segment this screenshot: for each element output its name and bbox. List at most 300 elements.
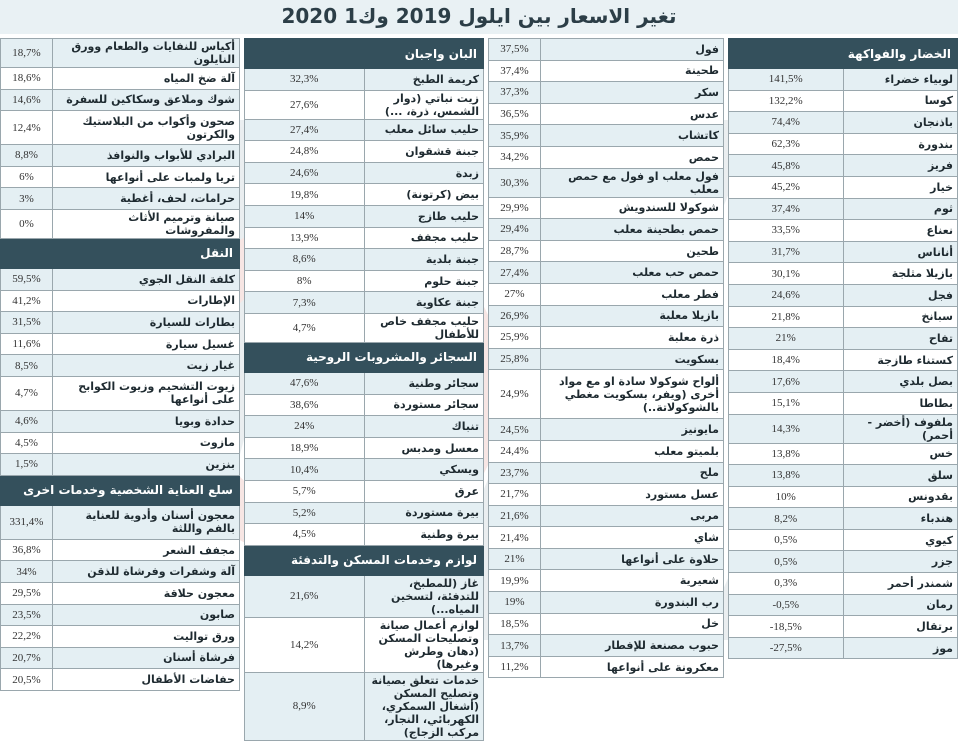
item-name: مازوت — [53, 432, 240, 454]
item-change-percent: 6% — [1, 166, 53, 188]
table-row — [489, 505, 724, 527]
item-name: بسكويت — [541, 348, 724, 370]
table-row — [489, 370, 724, 419]
table-row — [729, 508, 958, 530]
item-change-percent: 33,5% — [729, 220, 844, 242]
item-change-percent: 30,1% — [729, 263, 844, 285]
item-name: فجل — [843, 284, 958, 306]
item-name: الإطارات — [53, 290, 240, 312]
item-name: بنزين — [53, 454, 240, 476]
item-name: حليب مجفف خاص للأطفال — [364, 313, 484, 342]
item-name: آلة ضخ المياه — [53, 68, 240, 90]
item-name: حفاضات الأطفال — [53, 669, 240, 691]
table-row — [1, 312, 240, 334]
table-row — [729, 284, 958, 306]
item-name: حليب مجفف — [364, 227, 484, 249]
item-name: فريز — [843, 155, 958, 177]
table-row — [489, 146, 724, 168]
table-row — [245, 437, 484, 459]
item-change-percent: 21% — [489, 548, 541, 570]
table-row — [729, 155, 958, 177]
item-change-percent: 23,7% — [489, 462, 541, 484]
item-change-percent: 24% — [245, 416, 365, 438]
title-bar — [0, 0, 958, 34]
item-change-percent: 36,5% — [489, 103, 541, 125]
item-name: خس — [843, 443, 958, 465]
item-name: البرادي للأبواب والنوافذ — [53, 145, 240, 167]
table-row — [729, 220, 958, 242]
table-row — [1, 209, 240, 238]
item-change-percent: 21,8% — [729, 306, 844, 328]
item-name: صحون وأكواب من البلاستيك والكرتون — [53, 111, 240, 145]
table-row — [489, 440, 724, 462]
item-name: بصل بلدي — [843, 371, 958, 393]
item-change-percent: 35,9% — [489, 125, 541, 147]
item-name: مجفف الشعر — [53, 539, 240, 561]
item-change-percent: 19% — [489, 592, 541, 614]
table-row — [1, 626, 240, 648]
item-name: رمان — [843, 594, 958, 616]
table-row — [489, 283, 724, 305]
table-row — [489, 219, 724, 241]
item-name: معكرونة على أنواعها — [541, 656, 724, 678]
item-change-percent: 27% — [489, 283, 541, 305]
item-name: فول معلب او فول مع حمص معلب — [541, 168, 724, 197]
item-name: تفاح — [843, 328, 958, 350]
item-change-percent: 3% — [1, 188, 53, 210]
item-name: بقدونس — [843, 486, 958, 508]
item-name: شوكولا للسندويش — [541, 197, 724, 219]
item-name: سجائر وطنية — [364, 372, 484, 394]
table-row — [245, 502, 484, 524]
item-name: رب البندورة — [541, 592, 724, 614]
table-row — [245, 480, 484, 502]
item-name: بندورة — [843, 133, 958, 155]
table-row — [729, 133, 958, 155]
item-change-percent: 15,1% — [729, 392, 844, 414]
item-change-percent: 13,8% — [729, 443, 844, 465]
table-row — [489, 548, 724, 570]
table-row — [729, 392, 958, 414]
item-name: حليب سائل معلب — [364, 119, 484, 141]
item-change-percent: 24,5% — [489, 419, 541, 441]
table-row — [729, 573, 958, 595]
table-row — [729, 198, 958, 220]
item-change-percent: 14% — [245, 205, 365, 227]
item-name: زيوت التشحيم وزيوت الكوابح على أنواعها — [53, 376, 240, 410]
table-row — [1, 39, 240, 68]
item-name: فول — [541, 39, 724, 61]
item-change-percent: 28,7% — [489, 240, 541, 262]
item-name: نعناع — [843, 220, 958, 242]
table-row — [1, 539, 240, 561]
column-dairy-tobacco-housing — [244, 38, 484, 741]
item-change-percent: 5,2% — [245, 502, 365, 524]
item-change-percent: 4,5% — [245, 524, 365, 546]
item-name: سجائر مستوردة — [364, 394, 484, 416]
item-change-percent: 27,6% — [245, 90, 365, 119]
table-row — [245, 249, 484, 271]
item-change-percent: 1,5% — [1, 454, 53, 476]
table-row — [729, 371, 958, 393]
table-row — [729, 529, 958, 551]
table-row — [489, 82, 724, 104]
item-change-percent: 21% — [729, 328, 844, 350]
item-change-percent: 21,4% — [489, 527, 541, 549]
item-change-percent: 8% — [245, 270, 365, 292]
item-name: زبدة — [364, 162, 484, 184]
table-row — [729, 637, 958, 659]
item-name: ذرة معلبة — [541, 327, 724, 349]
item-change-percent: 5,7% — [245, 480, 365, 502]
item-name: جزر — [843, 551, 958, 573]
item-name: بطاطا — [843, 392, 958, 414]
table-row — [245, 184, 484, 206]
item-change-percent: 31,7% — [729, 241, 844, 263]
table-row — [245, 205, 484, 227]
item-change-percent: 21,6% — [489, 505, 541, 527]
table-row — [729, 594, 958, 616]
item-change-percent: 8,8% — [1, 145, 53, 167]
item-change-percent: 37,5% — [489, 39, 541, 61]
table-row — [489, 39, 724, 61]
section-header — [1, 238, 240, 268]
item-change-percent: 17,6% — [729, 371, 844, 393]
item-name: جبنة حلوم — [364, 270, 484, 292]
table-row — [1, 89, 240, 111]
item-change-percent: 45,2% — [729, 176, 844, 198]
item-change-percent: 4,5% — [1, 432, 53, 454]
item-name: حمص بطحينة معلب — [541, 219, 724, 241]
item-change-percent: 24,4% — [489, 440, 541, 462]
item-change-percent: 38,6% — [245, 394, 365, 416]
section-title: النقل — [1, 238, 240, 268]
item-name: معجون حلاقة — [53, 582, 240, 604]
item-name: تريا ولمبات على أنواعها — [53, 166, 240, 188]
item-name: شمندر أحمر — [843, 573, 958, 595]
item-change-percent: 4,6% — [1, 410, 53, 432]
item-name: غسيل سيارة — [53, 333, 240, 355]
item-name: حمص — [541, 146, 724, 168]
table-row — [1, 333, 240, 355]
table-row — [729, 443, 958, 465]
table-row — [245, 372, 484, 394]
item-name: حرامات، لحف، أغطية — [53, 188, 240, 210]
item-name: بيرة مستوردة — [364, 502, 484, 524]
table-row — [489, 592, 724, 614]
table-row — [1, 432, 240, 454]
item-change-percent: 10% — [729, 486, 844, 508]
item-change-percent: 4,7% — [245, 313, 365, 342]
item-change-percent: 18,5% — [489, 613, 541, 635]
item-name: حدادة وبويا — [53, 410, 240, 432]
table-row — [1, 647, 240, 669]
item-change-percent: 34,2% — [489, 146, 541, 168]
item-name: موز — [843, 637, 958, 659]
table-row — [245, 90, 484, 119]
item-change-percent: 27,4% — [245, 119, 365, 141]
table-row — [489, 484, 724, 506]
table-row — [1, 669, 240, 691]
item-name: معجون أسنان وأدوية للعناية بالفم واللثة — [53, 505, 240, 539]
item-change-percent: -0,5% — [729, 594, 844, 616]
item-change-percent: 21,6% — [245, 575, 365, 617]
table-row — [245, 119, 484, 141]
item-name: بازيلا معلبة — [541, 305, 724, 327]
page-title: تغير الاسعار بين ايلول 2019 وك1 2020 — [281, 4, 677, 28]
item-name: شاي — [541, 527, 724, 549]
section-header — [245, 342, 484, 372]
item-change-percent: 32,3% — [245, 69, 365, 91]
item-change-percent: 62,3% — [729, 133, 844, 155]
section-title: البان واجبان — [245, 39, 484, 69]
item-name: عدس — [541, 103, 724, 125]
item-change-percent: 8,9% — [245, 672, 365, 740]
item-name: طحين — [541, 240, 724, 262]
table-row — [729, 112, 958, 134]
item-name: سكر — [541, 82, 724, 104]
item-name: برتقال — [843, 616, 958, 638]
item-name: ثوم — [843, 198, 958, 220]
price-table — [244, 38, 484, 741]
item-change-percent: 24,6% — [729, 284, 844, 306]
item-change-percent: 30,3% — [489, 168, 541, 197]
item-name: بلميتو معلب — [541, 440, 724, 462]
table-row — [245, 459, 484, 481]
table-row — [1, 355, 240, 377]
item-name: حمص حب معلب — [541, 262, 724, 284]
item-change-percent: 45,8% — [729, 155, 844, 177]
item-change-percent: 29,9% — [489, 197, 541, 219]
item-name: باذنجان — [843, 112, 958, 134]
price-table — [728, 38, 958, 659]
item-name: لوازم أعمال صيانة وتصليحات المسكن (دهان وطرش وغيرها) — [364, 617, 484, 672]
table-row — [489, 348, 724, 370]
item-change-percent: 37,3% — [489, 82, 541, 104]
item-name: جبنة بلدية — [364, 249, 484, 271]
item-name: صابون — [53, 604, 240, 626]
item-change-percent: 14,6% — [1, 89, 53, 111]
item-change-percent: 36,8% — [1, 539, 53, 561]
item-name: طحينة — [541, 60, 724, 82]
column-groceries — [488, 38, 724, 678]
item-change-percent: 41,2% — [1, 290, 53, 312]
table-row — [245, 575, 484, 617]
item-change-percent: 19,9% — [489, 570, 541, 592]
item-name: صيانة وترميم الأثاث والمفروشات — [53, 209, 240, 238]
item-change-percent: 59,5% — [1, 268, 53, 290]
table-row — [245, 227, 484, 249]
section-title: سلع العناية الشخصية وخدمات اخرى — [1, 475, 240, 505]
item-change-percent: 8,6% — [245, 249, 365, 271]
item-name: بازيلا مثلجة — [843, 263, 958, 285]
price-table — [0, 38, 240, 691]
item-change-percent: 26,9% — [489, 305, 541, 327]
item-change-percent: -18,5% — [729, 616, 844, 638]
item-change-percent: 27,4% — [489, 262, 541, 284]
item-name: كيوي — [843, 529, 958, 551]
item-name: غاز (للمطبخ، للتدفئة، لتسخين المياه...) — [364, 575, 484, 617]
item-name: خيار — [843, 176, 958, 198]
table-row — [245, 416, 484, 438]
section-title: الخضار والفواكهة — [729, 39, 958, 69]
item-name: كوسا — [843, 90, 958, 112]
item-change-percent: 21,7% — [489, 484, 541, 506]
item-name: شوك وملاعق وسكاكين للسفرة — [53, 89, 240, 111]
table-row — [1, 410, 240, 432]
item-name: كلفة النقل الجوي — [53, 268, 240, 290]
item-change-percent: 11,6% — [1, 333, 53, 355]
item-name: أكياس للنفايات والطعام وورق النايلون — [53, 39, 240, 68]
item-change-percent: 13,7% — [489, 635, 541, 657]
item-change-percent: 24,6% — [245, 162, 365, 184]
item-change-percent: 0,5% — [729, 551, 844, 573]
item-change-percent: 18,9% — [245, 437, 365, 459]
table-row — [1, 166, 240, 188]
item-name: حبوب مصنعة للإفطار — [541, 635, 724, 657]
item-name: فرشاة أسنان — [53, 647, 240, 669]
item-change-percent: 25,8% — [489, 348, 541, 370]
item-change-percent: 25,9% — [489, 327, 541, 349]
item-change-percent: 141,5% — [729, 69, 844, 91]
section-header — [245, 39, 484, 69]
item-change-percent: 31,5% — [1, 312, 53, 334]
column-household-transport-personal — [0, 38, 240, 691]
table-row — [1, 376, 240, 410]
item-change-percent: 37,4% — [729, 198, 844, 220]
section-header — [729, 39, 958, 69]
table-row — [1, 111, 240, 145]
item-change-percent: 18,6% — [1, 68, 53, 90]
table-row — [1, 188, 240, 210]
item-name: معسل ومدبس — [364, 437, 484, 459]
item-change-percent: 132,2% — [729, 90, 844, 112]
item-name: شعيرية — [541, 570, 724, 592]
table-row — [729, 414, 958, 443]
table-row — [729, 241, 958, 263]
table-row — [729, 306, 958, 328]
item-change-percent: 0% — [1, 209, 53, 238]
column-vegetables-fruits — [728, 38, 958, 659]
item-name: ورق تواليت — [53, 626, 240, 648]
table-row — [489, 262, 724, 284]
table-row — [1, 68, 240, 90]
table-row — [729, 328, 958, 350]
item-change-percent: 7,3% — [245, 292, 365, 314]
table-row — [245, 672, 484, 740]
item-change-percent: 47,6% — [245, 372, 365, 394]
item-name: بيرة وطنية — [364, 524, 484, 546]
item-name: كريمة الطبخ — [364, 69, 484, 91]
item-change-percent: 19,8% — [245, 184, 365, 206]
item-name: تنباك — [364, 416, 484, 438]
table-row — [245, 270, 484, 292]
item-change-percent: 29,4% — [489, 219, 541, 241]
item-change-percent: 29,5% — [1, 582, 53, 604]
table-row — [1, 454, 240, 476]
item-name: عسل مستورد — [541, 484, 724, 506]
table-row — [729, 486, 958, 508]
item-change-percent: 74,4% — [729, 112, 844, 134]
table-row — [729, 176, 958, 198]
item-change-percent: 34% — [1, 561, 53, 583]
table-row — [729, 349, 958, 371]
table-row — [245, 141, 484, 163]
item-change-percent: 24,8% — [245, 141, 365, 163]
table-row — [489, 462, 724, 484]
item-change-percent: 0,5% — [729, 529, 844, 551]
item-name: كستناء طازجة — [843, 349, 958, 371]
table-row — [489, 103, 724, 125]
item-change-percent: 4,7% — [1, 376, 53, 410]
section-header — [245, 545, 484, 575]
section-title: السجائر والمشروبات الروحية — [245, 342, 484, 372]
item-name: سلق — [843, 465, 958, 487]
item-change-percent: 331,4% — [1, 505, 53, 539]
item-name: سبانخ — [843, 306, 958, 328]
item-change-percent: 24,9% — [489, 370, 541, 419]
table-row — [729, 616, 958, 638]
table-row — [245, 524, 484, 546]
item-name: عرق — [364, 480, 484, 502]
table-row — [489, 240, 724, 262]
item-name: كاتشاب — [541, 125, 724, 147]
table-row — [1, 145, 240, 167]
table-row — [245, 313, 484, 342]
table-row — [729, 90, 958, 112]
table-row — [1, 604, 240, 626]
item-change-percent: 8,5% — [1, 355, 53, 377]
table-row — [245, 69, 484, 91]
item-name: مايونيز — [541, 419, 724, 441]
item-change-percent: 14,3% — [729, 414, 844, 443]
item-change-percent: 18,4% — [729, 349, 844, 371]
item-name: هندباء — [843, 508, 958, 530]
item-change-percent: 14,2% — [245, 617, 365, 672]
item-change-percent: 37,4% — [489, 60, 541, 82]
table-row — [489, 197, 724, 219]
item-change-percent: 18,7% — [1, 39, 53, 68]
item-name: حليب طازج — [364, 205, 484, 227]
item-name: خل — [541, 613, 724, 635]
table-row — [489, 60, 724, 82]
item-name: خدمات تتعلق بصيانة وتصليح المسكن (أشغال السمكري، الكهربائي، النجار، مركب الزجاج) — [364, 672, 484, 740]
item-name: ألواح شوكولا سادة او مع مواد أخرى (ويفر، بسكويت مغطي بالشوكولاتة..) — [541, 370, 724, 419]
item-name: حلاوة على أنواعها — [541, 548, 724, 570]
item-name: ويسكي — [364, 459, 484, 481]
table-row — [489, 656, 724, 678]
table-row — [1, 268, 240, 290]
table-row — [489, 527, 724, 549]
item-name: ملح — [541, 462, 724, 484]
table-row — [729, 69, 958, 91]
item-name: غيار زيت — [53, 355, 240, 377]
item-change-percent: 20,7% — [1, 647, 53, 669]
table-row — [245, 162, 484, 184]
table-row — [729, 465, 958, 487]
item-name: آلة وشفرات وفرشاة للذقن — [53, 561, 240, 583]
section-header — [1, 475, 240, 505]
table-row — [245, 617, 484, 672]
item-change-percent: 8,2% — [729, 508, 844, 530]
item-change-percent: -27,5% — [729, 637, 844, 659]
table-row — [729, 263, 958, 285]
table-row — [245, 292, 484, 314]
price-table — [488, 38, 724, 678]
item-change-percent: 12,4% — [1, 111, 53, 145]
item-change-percent: 11,2% — [489, 656, 541, 678]
item-name: زيت نباتي (دوار الشمس، ذرة، ...) — [364, 90, 484, 119]
